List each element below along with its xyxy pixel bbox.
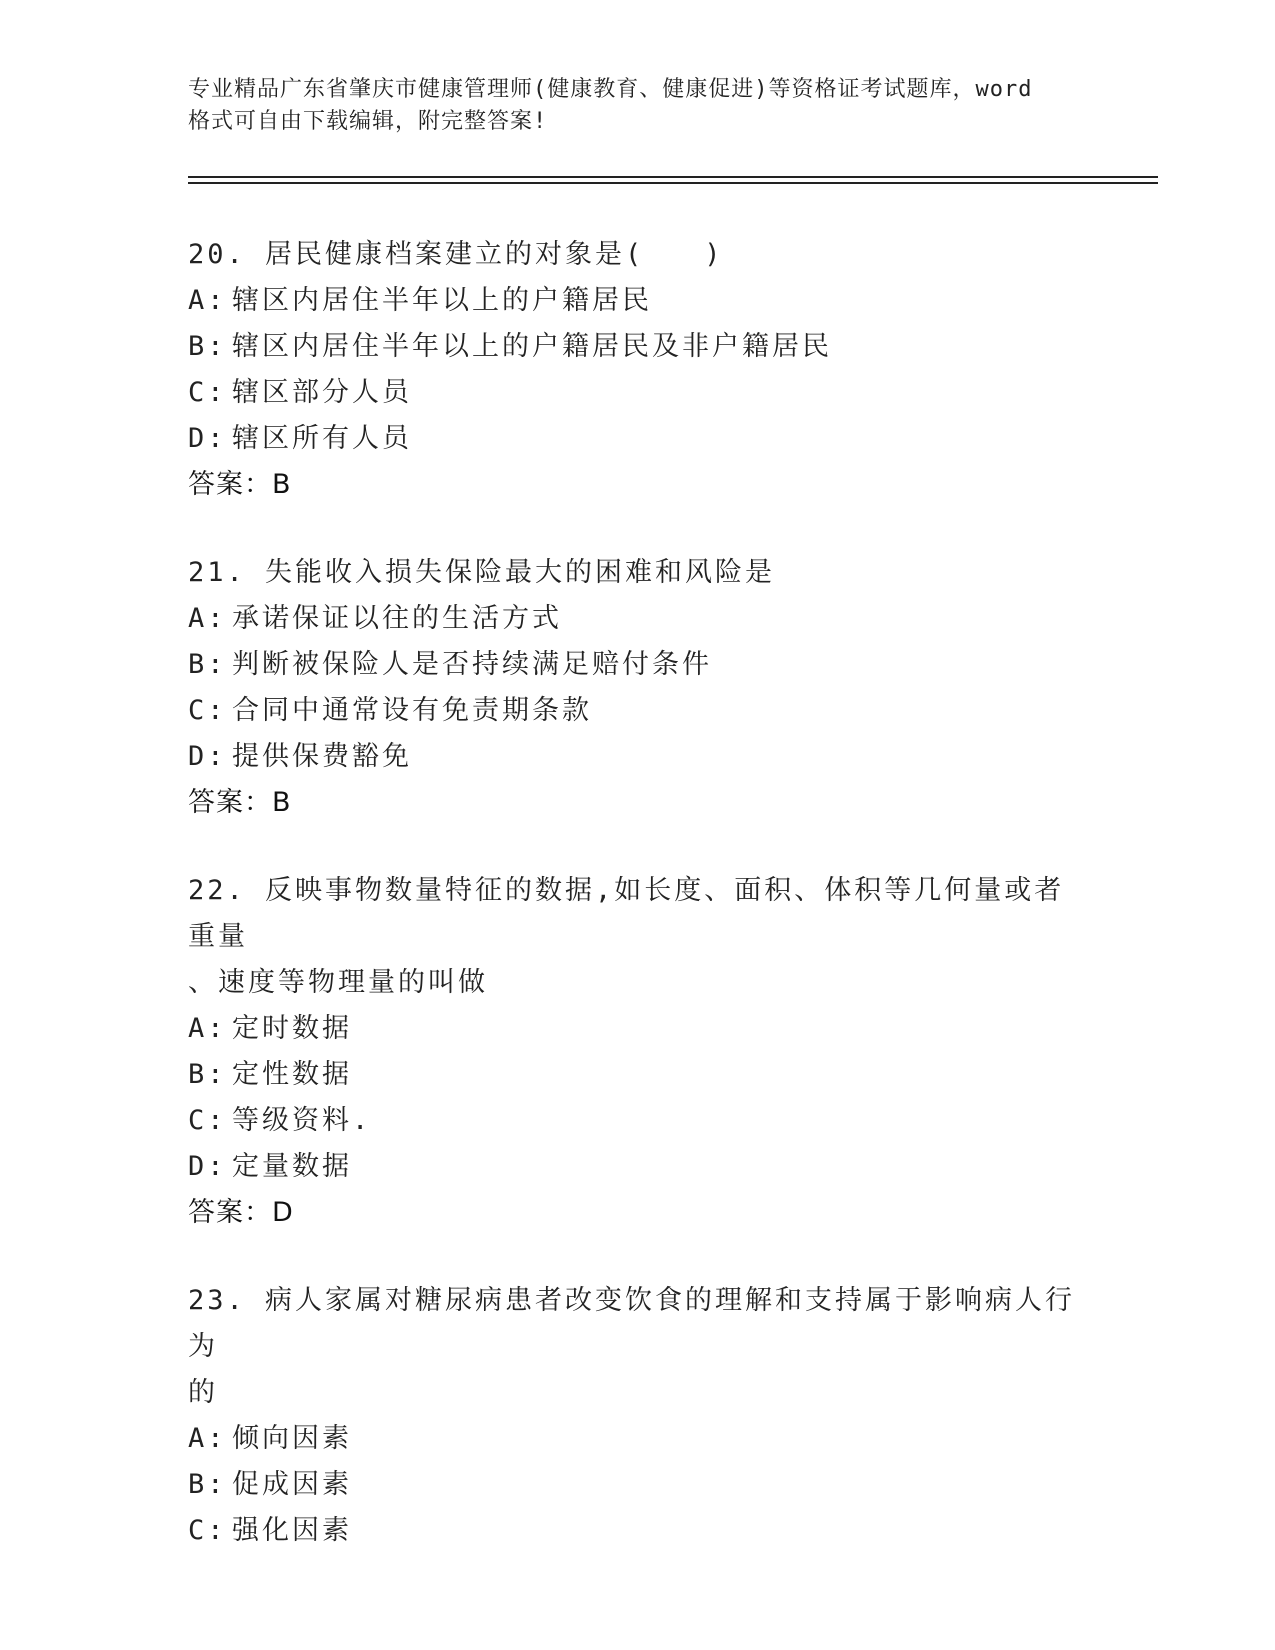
option-letter: B: (188, 1059, 227, 1090)
question-stem: 22. 反映事物数量特征的数据,如长度、面积、体积等几何量或者重量 (188, 875, 1065, 952)
option-letter: A: (188, 1423, 227, 1454)
option-letter: D: (188, 423, 227, 454)
option-letter: B: (188, 331, 227, 362)
answer-line: 答案：D (188, 1197, 294, 1228)
question-23 (188, 1278, 1088, 1554)
header-divider-top (188, 176, 1158, 178)
option-text: 辖区内居住半年以上的户籍居民 (232, 285, 652, 316)
option-text: 强化因素 (232, 1515, 352, 1546)
answer-line: 答案：B (188, 469, 292, 500)
question-stem: 23. 病人家属对糖尿病患者改变饮食的理解和支持属于影响病人行为 (188, 1285, 1076, 1362)
option-text: 倾向因素 (232, 1423, 352, 1454)
option-text: 合同中通常设有免责期条款 (232, 695, 592, 726)
question-22 (188, 868, 1088, 1236)
header-divider-bottom (188, 182, 1158, 184)
option-text: 承诺保证以往的生活方式 (232, 603, 562, 634)
option-letter: C: (188, 377, 227, 408)
option-letter: B: (188, 1469, 227, 1500)
option-a (188, 596, 1088, 642)
option-c (188, 1098, 1088, 1144)
option-text: 等级资料. (232, 1105, 372, 1136)
option-c (188, 370, 1088, 416)
option-d (188, 416, 1088, 462)
option-letter: C: (188, 1515, 227, 1546)
header-line-2: 格式可自由下载编辑，附完整答案! (188, 109, 548, 134)
option-d (188, 1144, 1088, 1190)
option-letter: C: (188, 1105, 227, 1136)
option-text: 辖区部分人员 (232, 377, 412, 408)
option-b (188, 642, 1088, 688)
option-text: 促成因素 (232, 1469, 352, 1500)
question-list (188, 232, 1088, 1596)
option-c (188, 1508, 1088, 1554)
option-letter: D: (188, 1151, 227, 1182)
option-letter: D: (188, 741, 227, 772)
option-b (188, 1052, 1088, 1098)
option-text: 辖区所有人员 (232, 423, 412, 454)
option-letter: A: (188, 1013, 227, 1044)
option-d (188, 734, 1088, 780)
option-text: 辖区内居住半年以上的户籍居民及非户籍居民 (232, 331, 832, 362)
option-letter: A: (188, 285, 227, 316)
question-stem-continued: 的 (188, 1377, 218, 1408)
option-letter: B: (188, 649, 227, 680)
option-text: 提供保费豁免 (232, 741, 412, 772)
option-text: 定性数据 (232, 1059, 352, 1090)
header-line-1: 专业精品广东省肇庆市健康管理师(健康教育、健康促进)等资格证考试题库，word (188, 77, 1033, 102)
option-a (188, 1006, 1088, 1052)
option-c (188, 688, 1088, 734)
option-a (188, 1416, 1088, 1462)
question-stem: 21. 失能收入损失保险最大的困难和风险是 (188, 557, 776, 588)
question-21 (188, 550, 1088, 826)
option-letter: A: (188, 603, 227, 634)
question-stem: 20. 居民健康档案建立的对象是( ) (188, 239, 724, 270)
option-a (188, 278, 1088, 324)
answer-line: 答案：B (188, 787, 292, 818)
option-text: 定时数据 (232, 1013, 352, 1044)
option-text: 判断被保险人是否持续满足赔付条件 (232, 649, 712, 680)
question-stem-continued: 、速度等物理量的叫做 (188, 967, 488, 998)
question-20 (188, 232, 1088, 508)
option-text: 定量数据 (232, 1151, 352, 1182)
option-letter: C: (188, 695, 227, 726)
document-header (188, 74, 1088, 138)
option-b (188, 1462, 1088, 1508)
option-b (188, 324, 1088, 370)
